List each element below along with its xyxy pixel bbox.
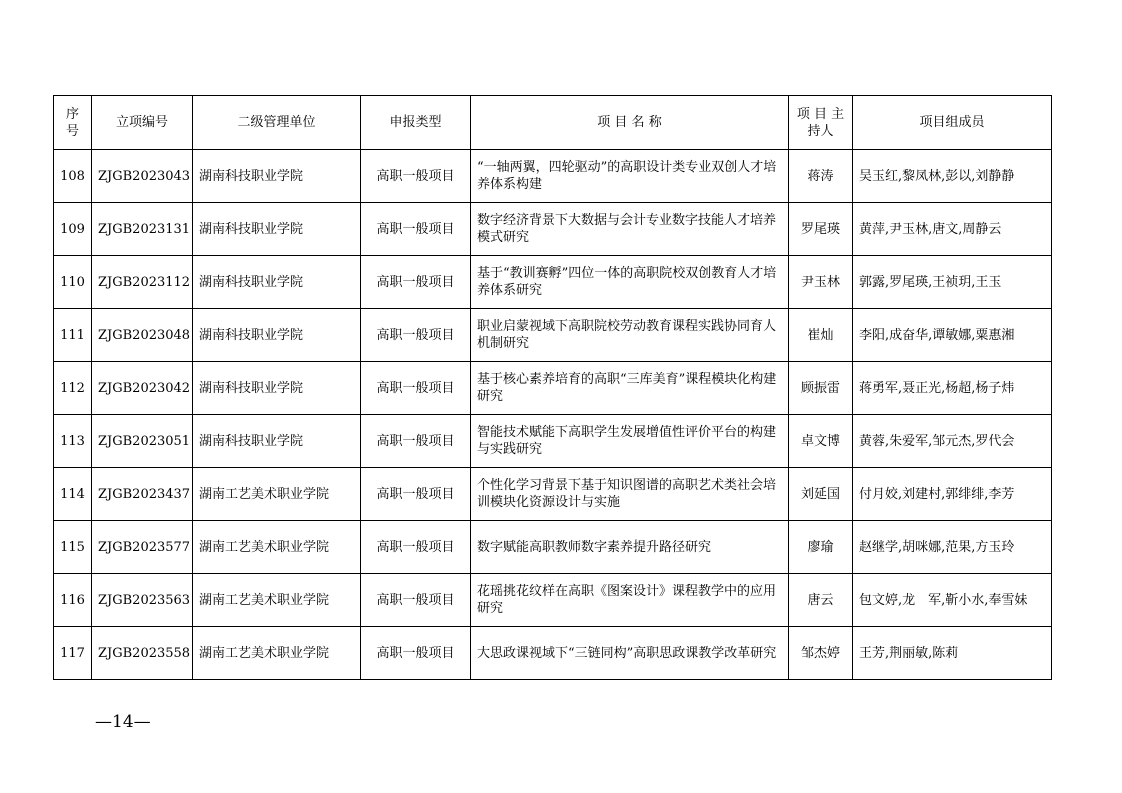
cell-id: ZJGB2023577 — [92, 521, 193, 574]
cell-members: 赵继学,胡咪娜,范果,方玉玲 — [853, 521, 1052, 574]
cell-name: 智能技术赋能下高职学生发展增值性评价平台的构建与实践研究 — [471, 415, 789, 468]
cell-unit: 湖南科技职业学院 — [193, 362, 361, 415]
cell-members: 郭露,罗尾瑛,王祯玥,王玉 — [853, 256, 1052, 309]
cell-unit: 湖南科技职业学院 — [193, 203, 361, 256]
cell-unit: 湖南工艺美术职业学院 — [193, 574, 361, 627]
cell-host: 唐云 — [789, 574, 853, 627]
cell-id: ZJGB2023051 — [92, 415, 193, 468]
cell-unit: 湖南科技职业学院 — [193, 150, 361, 203]
cell-type: 高职一般项目 — [361, 309, 471, 362]
cell-name: 基于“教训赛孵”四位一体的高职院校双创教育人才培养体系研究 — [471, 256, 789, 309]
cell-name: 数字经济背景下大数据与会计专业数字技能人才培养模式研究 — [471, 203, 789, 256]
table-row — [54, 203, 1052, 256]
cell-members: 包文婷,龙 军,靳小水,奉雪妹 — [853, 574, 1052, 627]
cell-unit: 湖南科技职业学院 — [193, 256, 361, 309]
cell-host: 刘延国 — [789, 468, 853, 521]
cell-members: 吴玉红,黎凤林,彭以,刘静静 — [853, 150, 1052, 203]
table-row — [54, 309, 1052, 362]
table-row — [54, 468, 1052, 521]
cell-unit: 湖南工艺美术职业学院 — [193, 521, 361, 574]
cell-seq: 111 — [54, 309, 92, 362]
cell-host: 崔灿 — [789, 309, 853, 362]
cell-name: 个性化学习背景下基于知识图谱的高职艺术类社会培训模块化资源设计与实施 — [471, 468, 789, 521]
header-id: 立项编号 — [92, 96, 193, 150]
cell-members: 蒋勇军,聂正光,杨超,杨子炜 — [853, 362, 1052, 415]
header-seq: 序号 — [54, 96, 92, 150]
cell-members: 黄萍,尹玉林,唐文,周静云 — [853, 203, 1052, 256]
cell-host: 顾振雷 — [789, 362, 853, 415]
cell-unit: 湖南工艺美术职业学院 — [193, 627, 361, 680]
table-header-row — [54, 96, 1052, 150]
cell-id: ZJGB2023043 — [92, 150, 193, 203]
cell-seq: 114 — [54, 468, 92, 521]
cell-members: 王芳,荆丽敏,陈莉 — [853, 627, 1052, 680]
cell-id: ZJGB2023437 — [92, 468, 193, 521]
cell-name: “一轴两翼，四轮驱动”的高职设计类专业双创人才培养体系构建 — [471, 150, 789, 203]
cell-host: 廖瑜 — [789, 521, 853, 574]
cell-seq: 116 — [54, 574, 92, 627]
cell-name: 大思政课视域下“三链同构”高职思政课教学改革研究 — [471, 627, 789, 680]
cell-host: 尹玉林 — [789, 256, 853, 309]
cell-host: 罗尾瑛 — [789, 203, 853, 256]
cell-host: 卓文博 — [789, 415, 853, 468]
table-row — [54, 362, 1052, 415]
cell-id: ZJGB2023042 — [92, 362, 193, 415]
table-row — [54, 150, 1052, 203]
cell-members: 黄蓉,朱爱军,邹元杰,罗代会 — [853, 415, 1052, 468]
cell-unit: 湖南科技职业学院 — [193, 415, 361, 468]
header-unit: 二级管理单位 — [193, 96, 361, 150]
cell-type: 高职一般项目 — [361, 256, 471, 309]
cell-name: 职业启蒙视域下高职院校劳动教育课程实践协同育人机制研究 — [471, 309, 789, 362]
cell-seq: 110 — [54, 256, 92, 309]
cell-id: ZJGB2023112 — [92, 256, 193, 309]
cell-type: 高职一般项目 — [361, 468, 471, 521]
cell-seq: 115 — [54, 521, 92, 574]
cell-unit: 湖南科技职业学院 — [193, 309, 361, 362]
header-type: 申报类型 — [361, 96, 471, 150]
cell-type: 高职一般项目 — [361, 203, 471, 256]
cell-type: 高职一般项目 — [361, 362, 471, 415]
page-number: —14— — [95, 712, 151, 732]
header-members: 项目组成员 — [853, 96, 1052, 150]
cell-seq: 109 — [54, 203, 92, 256]
cell-seq: 112 — [54, 362, 92, 415]
cell-host: 蒋涛 — [789, 150, 853, 203]
header-name: 项 目 名 称 — [471, 96, 789, 150]
cell-type: 高职一般项目 — [361, 574, 471, 627]
table-row — [54, 521, 1052, 574]
cell-name: 数字赋能高职教师数字素养提升路径研究 — [471, 521, 789, 574]
table-row — [54, 574, 1052, 627]
cell-id: ZJGB2023558 — [92, 627, 193, 680]
cell-name: 基于核心素养培育的高职“三库美育”课程模块化构建研究 — [471, 362, 789, 415]
cell-host: 邹杰婷 — [789, 627, 853, 680]
cell-name: 花瑶挑花纹样在高职《图案设计》课程教学中的应用研究 — [471, 574, 789, 627]
cell-seq: 117 — [54, 627, 92, 680]
table-row — [54, 415, 1052, 468]
cell-type: 高职一般项目 — [361, 627, 471, 680]
cell-seq: 108 — [54, 150, 92, 203]
table-row — [54, 627, 1052, 680]
cell-id: ZJGB2023048 — [92, 309, 193, 362]
cell-members: 付月姣,刘建村,郭绯绯,李芳 — [853, 468, 1052, 521]
table-row — [54, 256, 1052, 309]
cell-id: ZJGB2023131 — [92, 203, 193, 256]
cell-type: 高职一般项目 — [361, 415, 471, 468]
cell-type: 高职一般项目 — [361, 150, 471, 203]
cell-unit: 湖南工艺美术职业学院 — [193, 468, 361, 521]
cell-members: 李阳,成奋华,谭敏娜,粟惠湘 — [853, 309, 1052, 362]
project-table — [53, 95, 1052, 680]
cell-type: 高职一般项目 — [361, 521, 471, 574]
header-host: 项 目 主持人 — [789, 96, 853, 150]
cell-id: ZJGB2023563 — [92, 574, 193, 627]
cell-seq: 113 — [54, 415, 92, 468]
